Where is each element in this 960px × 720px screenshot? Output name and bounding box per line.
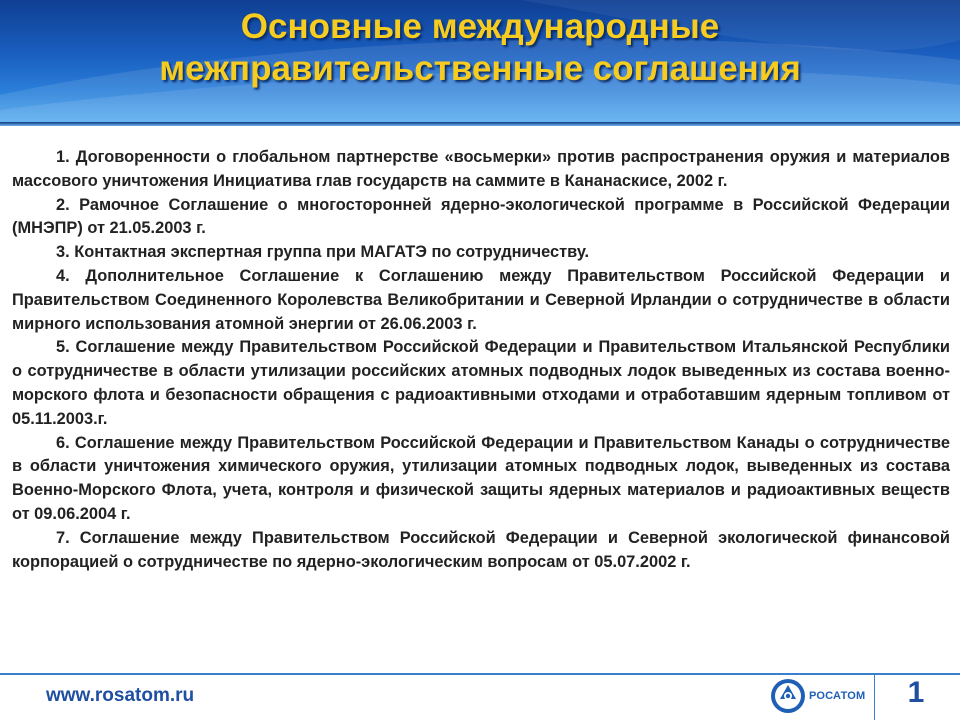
title-line-2: межправительственные соглашения — [159, 49, 801, 88]
rosatom-atom-icon — [770, 678, 806, 714]
title-line-1: Основные международные — [240, 7, 720, 46]
agreement-item-7: 7. Соглашение между Правительством Российской Федерации и Северной экологической финансовой корпорацией о сотрудничестве по ядерно-экологическим вопросам от 05.07.2002 г. — [12, 528, 950, 571]
logo-text: РОСАТОМ — [809, 690, 866, 702]
agreement-item-3: 3. Контактная экспертная группа при МАГАТЭ по сотрудничеству. — [56, 243, 590, 262]
page-title — [0, 6, 960, 90]
website-link[interactable]: www.rosatom.ru — [46, 685, 195, 706]
header-banner — [0, 0, 960, 122]
agreement-item-6: 6. Соглашение между Правительством Российской Федерации и Правительством Канады о сотрудничестве в области уничтожения химического оружия, утилизации атомных подводных лодок, выведенных из состава Военно-Морского Флота, учета, контроля и физической защиты ядерных материалов и радиоактивных веществ от 09.06.2004 г. — [12, 433, 950, 523]
page-number: 1 — [907, 676, 925, 709]
header-divider — [0, 122, 960, 126]
footer-rule — [0, 673, 960, 675]
agreement-item-5: 5. Соглашение между Правительством Российской Федерации и Правительством Итальянской Республики о сотрудничестве в области утилизации российских атомных подводных лодок выведенных из состава военно-морского флота и безопасности обращения с радиоактивными отходами и отработавшим ядерным топливом от 05.11.2003.г. — [12, 338, 950, 428]
agreement-item-2: 2. Рамочное Соглашение о многосторонней ядерно-экологической программе в Российской Федерации (МНЭПР) от 21.05.2003 г. — [12, 195, 950, 238]
agreement-item-4: 4. Дополнительное Соглашение к Соглашению между Правительством Российской Федерации и Правительством Соединенного Королевства Великобритании и Северной Ирландии о сотрудничестве в области мирного использования атомной энергии от 26.06.2003 г. — [12, 266, 950, 333]
rosatom-logo — [770, 677, 865, 715]
agreement-item-1: 1. Договоренности о глобальном партнерстве «восьмерки» против распространения оружия и материалов массового уничтожения Инициатива глав государств на саммите в Кананаскисе, 2002 г. — [12, 148, 950, 190]
agreements-list — [12, 146, 950, 574]
footer-divider — [874, 675, 875, 720]
